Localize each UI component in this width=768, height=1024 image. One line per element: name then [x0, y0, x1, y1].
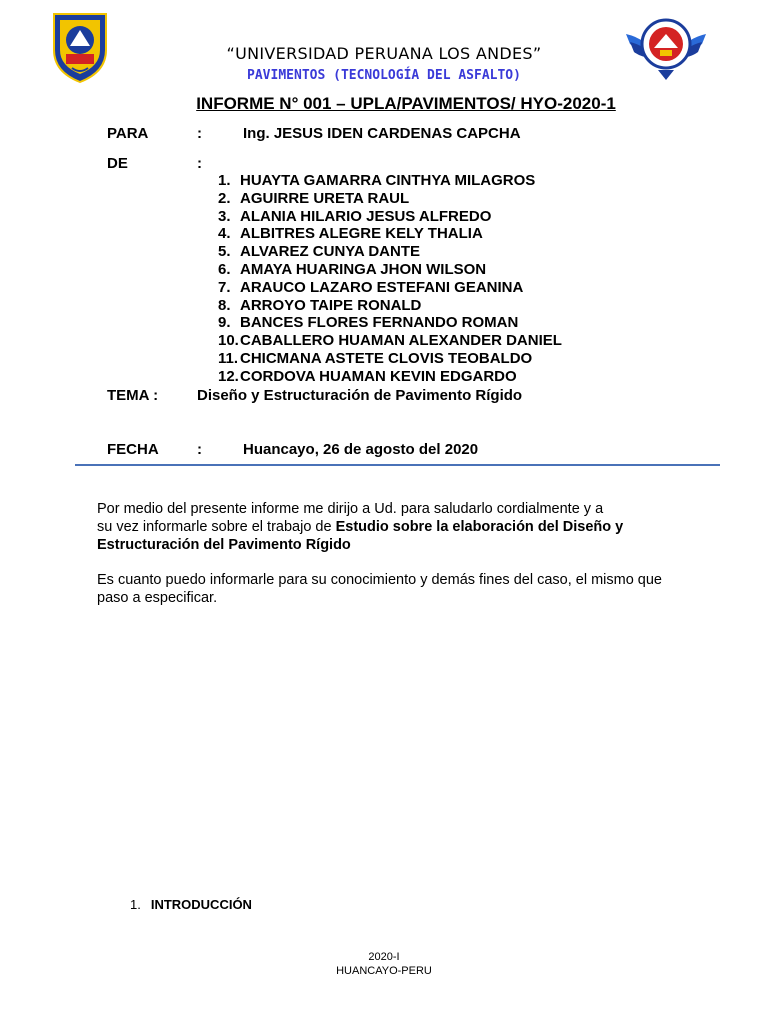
- author-item: [218, 368, 562, 386]
- fecha-value: Huancayo, 26 de agosto del 2020: [243, 441, 479, 458]
- author-item: [218, 190, 562, 208]
- author-item: [218, 332, 562, 350]
- author-number: 8.: [218, 296, 231, 314]
- author-number: 5.: [218, 243, 231, 261]
- author-item: [218, 350, 562, 368]
- author-name: ARAUCO LAZARO ESTEFANI GEANINA: [240, 278, 524, 296]
- para-label: PARA: [107, 125, 149, 142]
- de-colon: :: [197, 155, 202, 172]
- author-number: 1.: [218, 172, 231, 189]
- intro-line-2: [97, 518, 672, 554]
- author-number: 11.: [218, 349, 239, 367]
- fecha-colon: :: [197, 441, 202, 458]
- fecha-label: FECHA: [107, 441, 159, 458]
- section-heading: [130, 897, 252, 912]
- footer-period: 2020-I: [368, 951, 400, 963]
- author-name: AGUIRRE URETA RAUL: [240, 189, 410, 207]
- author-name: ALANIA HILARIO JESUS ALFREDO: [240, 207, 492, 225]
- author-name: CHICMANA ASTETE CLOVIS TEOBALDO: [240, 349, 533, 367]
- university-name: “UNIVERSIDAD PERUANA LOS ANDES”: [226, 44, 542, 63]
- author-number: 12.: [218, 367, 239, 385]
- author-number: 3.: [218, 207, 231, 225]
- author-name: HUAYTA GAMARRA CINTHYA MILAGROS: [240, 172, 536, 189]
- para-colon: :: [197, 125, 202, 142]
- tema-label: TEMA :: [107, 387, 159, 404]
- author-number: 2.: [218, 189, 231, 207]
- author-name: CABALLERO HUAMAN ALEXANDER DANIEL: [240, 332, 562, 350]
- closing-paragraph: Es cuanto puedo informarle para su conocimiento y demás fines del caso, el mismo que paso a especificar.: [97, 572, 662, 606]
- author-item: [218, 279, 562, 297]
- intro-text: su vez informarle sobre el trabajo de: [97, 519, 336, 535]
- author-number: 10.: [218, 332, 239, 350]
- author-number: 9.: [218, 314, 231, 332]
- author-item: [218, 314, 562, 332]
- author-name: ALBITRES ALEGRE KELY THALIA: [240, 225, 483, 243]
- author-number: 7.: [218, 278, 231, 296]
- author-name: ALVAREZ CUNYA DANTE: [240, 243, 421, 261]
- para-recipient: Ing. JESUS IDEN CARDENAS CAPCHA: [243, 125, 521, 142]
- study-title: Estudio sobre la elaboración del Diseño y Estructuración del Pavimento Rígido: [97, 519, 624, 553]
- author-item: [218, 261, 562, 279]
- author-name: CORDOVA HUAMAN KEVIN EDGARDO: [240, 367, 517, 385]
- author-item: [218, 243, 562, 261]
- author-name: BANCES FLORES FERNANDO ROMAN: [240, 314, 519, 332]
- de-label: DE: [107, 155, 128, 172]
- intro-paragraph: [97, 500, 697, 554]
- author-name: ARROYO TAIPE RONALD: [240, 296, 422, 314]
- author-number: 6.: [218, 260, 231, 278]
- intro-line-1: Por medio del presente informe me dirijo a Ud. para saludarlo cordialmente y a: [97, 501, 604, 517]
- section-number: 1.: [130, 897, 141, 912]
- report-title: INFORME N° 001 – UPLA/PAVIMENTOS/ HYO-2020-1: [196, 94, 616, 113]
- section-title: INTRODUCCIÓN: [150, 897, 252, 912]
- author-number: 4.: [218, 225, 231, 243]
- author-item: [218, 225, 562, 243]
- author-name: AMAYA HUARINGA JHON WILSON: [240, 260, 487, 278]
- footer-location: HUANCAYO-PERU: [336, 965, 432, 977]
- author-item: [218, 172, 562, 190]
- course-subtitle: PAVIMENTOS (TECNOLOGÍA DEL ASFALTO): [247, 68, 521, 83]
- author-item: [218, 297, 562, 315]
- author-list: [218, 172, 562, 386]
- header-divider: [75, 464, 720, 466]
- tema-value: Diseño y Estructuración de Pavimento Rígido: [197, 387, 523, 404]
- author-item: [218, 208, 562, 226]
